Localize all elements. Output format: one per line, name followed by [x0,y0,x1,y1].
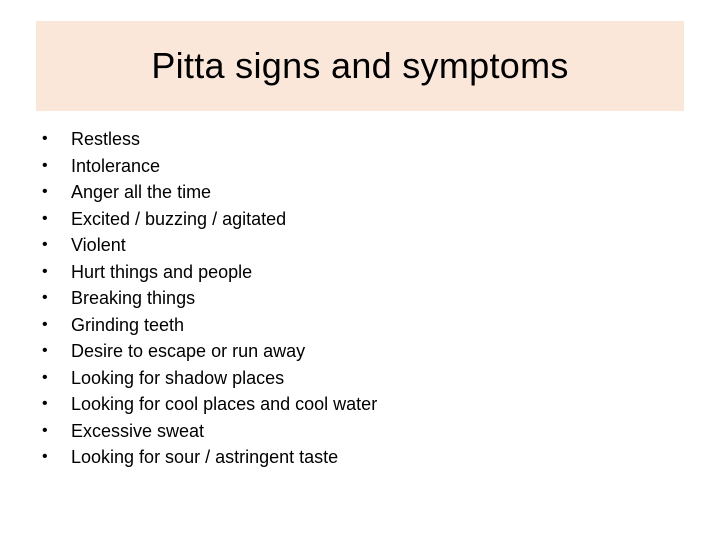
list-item-text: Restless [71,129,141,149]
list-item-text: Intolerance [71,155,161,176]
list-item-text: Excited / buzzing / agitated [71,208,287,229]
list-item-text: Breaking things [71,288,196,308]
bullet-icon: • [42,156,48,174]
title-banner [36,21,684,111]
list-item-text: Looking for shadow places [71,367,285,388]
bullet-icon: • [42,130,48,147]
bullet-icon: • [42,395,48,412]
list-item [42,153,662,180]
list-item [42,312,662,339]
list-item-text: Anger all the time [71,182,212,202]
list-item [42,126,662,153]
bullet-icon: • [42,342,48,359]
list-item [42,365,662,392]
list-item [42,285,662,312]
list-item-text: Grinding teeth [71,314,185,335]
list-item [42,391,662,418]
bullet-icon: • [42,421,48,439]
list-item [42,338,662,365]
bullet-icon: • [42,315,48,333]
bullet-icon: • [42,289,48,306]
list-item [42,179,662,206]
slide-title: Pitta signs and symptoms [151,45,569,86]
bullet-icon: • [42,209,48,227]
list-item [42,259,662,286]
list-item-text: Violent [71,235,126,255]
list-item [42,418,662,445]
list-item-text: Looking for cool places and cool water [71,394,378,414]
list-item-text: Desire to escape or run away [71,341,306,361]
bullet-icon: • [42,183,48,200]
list-item [42,232,662,259]
bullet-icon: • [42,262,48,280]
symptom-list [42,126,662,471]
list-item-text: Excessive sweat [71,420,205,441]
list-item [42,206,662,233]
bullet-icon: • [42,236,48,253]
list-item [42,444,662,471]
bullet-icon: • [42,368,48,386]
list-item-text: Looking for sour / astringent taste [71,447,339,467]
bullet-icon: • [42,448,48,465]
list-item-text: Hurt things and people [71,261,253,282]
